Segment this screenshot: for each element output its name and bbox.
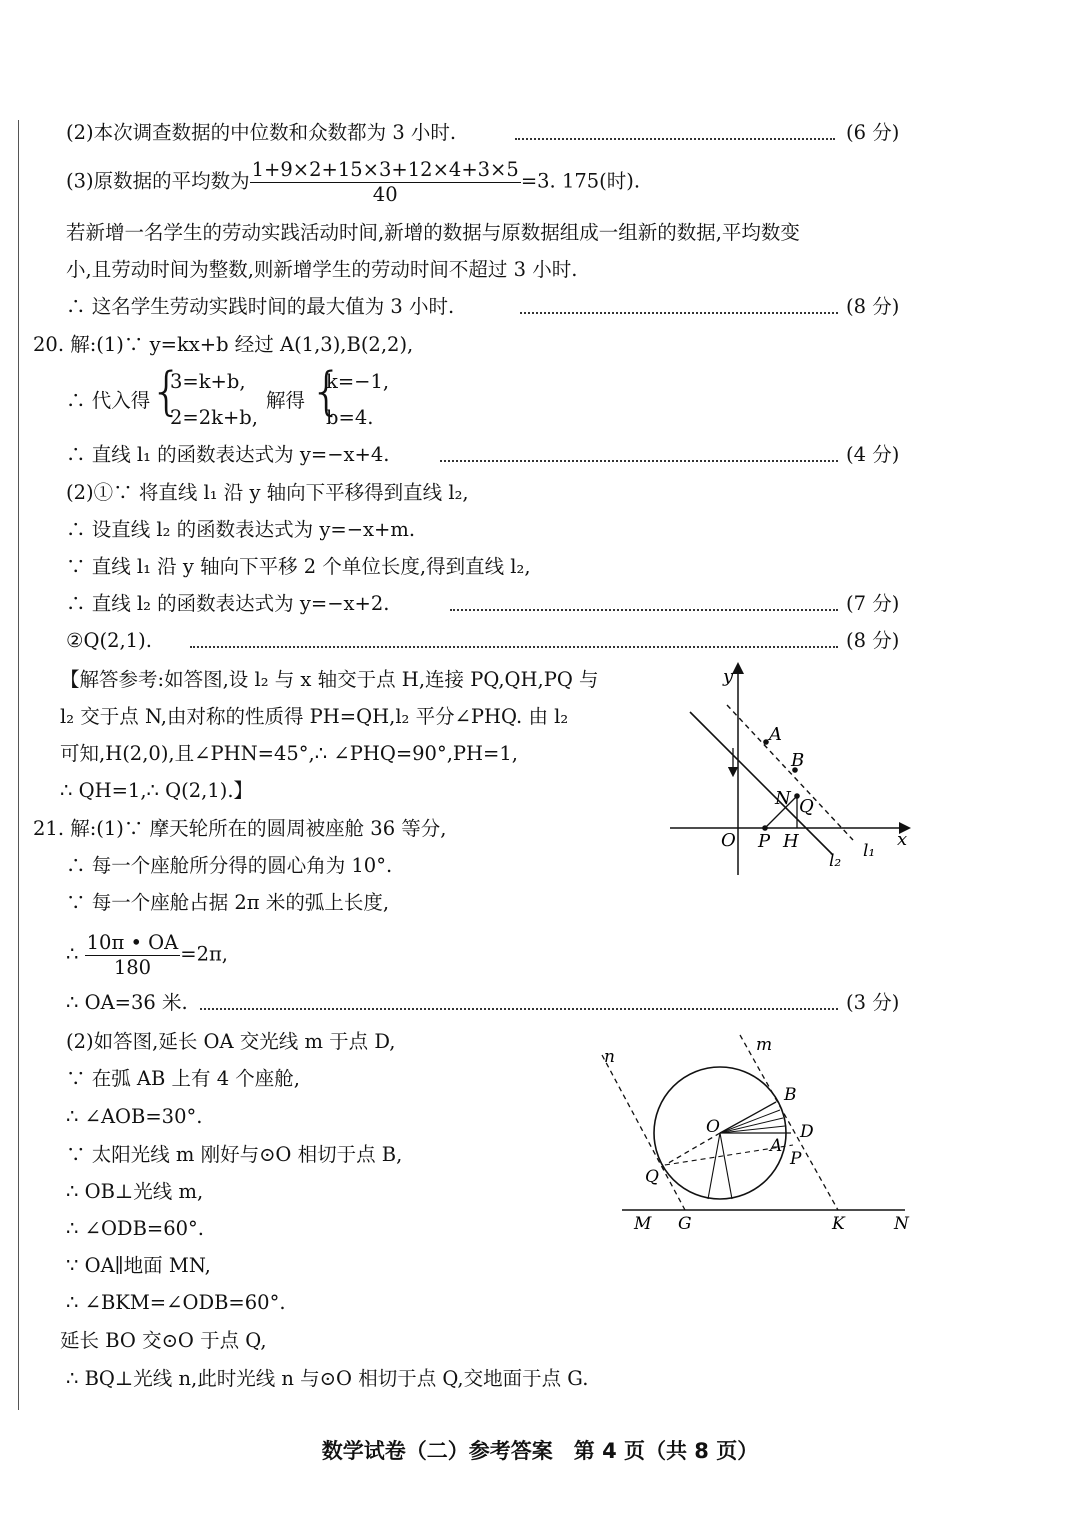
score: (8 分)	[846, 295, 900, 318]
margin-line	[18, 120, 19, 1410]
page-footer: 数学试卷（二）参考答案 第 4 页（共 8 页）	[321, 1439, 759, 1463]
score: (4 分)	[846, 443, 900, 466]
support-right	[720, 1133, 732, 1199]
left-brace: {	[310, 362, 344, 422]
solve-label: 解得	[266, 389, 306, 412]
leader-dots	[520, 312, 838, 314]
label-n: n	[604, 1047, 615, 1067]
label-l1: l₁	[863, 841, 876, 861]
label-A: A	[770, 1136, 783, 1156]
mean-fraction	[250, 160, 521, 204]
cabin-spoke	[720, 1118, 783, 1133]
q20-line-2d: ∴ 直线 l₂ 的函数表达式为 y=−x+2.	[66, 592, 390, 615]
support-left	[708, 1133, 720, 1199]
coordinate-figure	[665, 660, 915, 885]
arc-numerator: 10π • OA	[86, 931, 179, 954]
leader-dots	[200, 1008, 838, 1010]
q21-line-b2: ∵ 在弧 AB 上有 4 个座舱,	[66, 1067, 301, 1090]
q21-line-b3: ∴ ∠AOB=30°.	[66, 1105, 203, 1128]
label-N: N	[894, 1214, 909, 1234]
label-m: m	[756, 1035, 773, 1055]
score: (6 分)	[846, 121, 900, 144]
label-x: x	[897, 829, 908, 850]
label-O: O	[706, 1117, 720, 1137]
label-B: B	[784, 1085, 797, 1105]
left-brace: {	[150, 362, 184, 422]
point-P	[762, 825, 768, 831]
equation-2: 2=2k+b,	[170, 406, 258, 429]
q19-part3	[66, 160, 640, 204]
label-y: y	[723, 666, 734, 687]
q21-line-b6: ∴ ∠ODB=60°.	[66, 1217, 204, 1240]
arc-suffix: =2π,	[180, 942, 228, 966]
q19-line4: 若新增一名学生的劳动实践活动时间,新增的数据与原数据组成一组新的数据,平均数变	[66, 221, 800, 244]
reference-line-2: l₂ 交于点 N,由对称的性质得 PH=QH,l₂ 平分∠PHQ. 由 l₂	[60, 705, 569, 728]
label-Q: Q	[645, 1167, 659, 1187]
q20-line-2a: (2)①∵ 将直线 l₁ 沿 y 轴向下平移得到直线 l₂,	[66, 481, 469, 504]
q21-line-a2: ∵ 每一个座舱占据 2π 米的弧上长度,	[66, 891, 390, 914]
leader-dots	[440, 460, 838, 462]
q21-line-a3	[66, 933, 228, 977]
label-N: N	[775, 788, 791, 809]
label-M: M	[634, 1214, 652, 1234]
arc-fraction	[85, 933, 181, 977]
q20-line-2c: ∵ 直线 l₁ 沿 y 轴向下平移 2 个单位长度,得到直线 l₂,	[66, 555, 531, 578]
q19-part2: (2)本次调查数据的中位数和众数都为 3 小时.	[66, 121, 457, 144]
label-K: K	[832, 1214, 845, 1234]
ferris-wheel-figure	[590, 1030, 920, 1240]
score: (7 分)	[846, 592, 900, 615]
q19-part3-suffix: =3. 175(时).	[520, 169, 641, 193]
q20-line-2e: ②Q(2,1).	[66, 629, 152, 652]
therefore: ∴	[66, 942, 79, 966]
l1-expression: ∴ 直线 l₁ 的函数表达式为 y=−x+4.	[66, 443, 390, 466]
q21-line-a4: ∴ OA=36 米.	[66, 991, 188, 1014]
q21-line-a1: ∴ 每一个座舱所分得的圆心角为 10°.	[66, 854, 393, 877]
q21-line-b10: ∴ BQ⊥光线 n,此时光线 n 与⊙O 相切于点 Q,交地面于点 G.	[66, 1367, 589, 1390]
light-n	[602, 1055, 685, 1210]
mean-numerator: 1+9×2+15×3+12×4+3×5	[251, 158, 519, 181]
point-A	[763, 739, 769, 745]
q21-line-b5: ∴ OB⊥光线 m,	[66, 1180, 204, 1203]
label-l2: l₂	[829, 851, 842, 871]
q21-line-b4: ∵ 太阳光线 m 刚好与⊙O 相切于点 B,	[66, 1143, 403, 1166]
solution-2: b=4.	[326, 406, 374, 429]
label-D: D	[800, 1122, 814, 1142]
mean-denominator: 40	[372, 182, 398, 206]
q21-line-b1: (2)如答图,延长 OA 交光线 m 于点 D,	[66, 1030, 396, 1053]
reference-line-3: 可知,H(2,0),且∠PHN=45°,∴ ∠PHQ=90°,PH=1,	[60, 742, 518, 765]
q19-line5: 小,且劳动时间为整数,则新增学生的劳动时间不超过 3 小时.	[66, 258, 578, 281]
q21-line-b7: ∵ OA∥地面 MN,	[66, 1254, 211, 1277]
label-H: H	[783, 831, 799, 852]
leader-dots	[515, 138, 835, 140]
light-m	[740, 1035, 838, 1210]
q21-line-b8: ∴ ∠BKM=∠ODB=60°.	[66, 1291, 286, 1314]
q20-line-2b: ∴ 设直线 l₂ 的函数表达式为 y=−x+m.	[66, 518, 416, 541]
q20-sub-label: ∴ 代入得	[66, 389, 151, 412]
q21-line-b9: 延长 BO 交⊙O 于点 Q,	[60, 1329, 267, 1352]
label-O: O	[721, 830, 736, 851]
label-A: A	[769, 724, 782, 745]
arc-denominator: 180	[113, 955, 152, 979]
label-Q: Q	[799, 796, 814, 817]
leader-dots	[450, 609, 838, 611]
reference-line-1: 【解答参考:如答图,设 l₂ 与 x 轴交于点 H,连接 PQ,QH,PQ 与	[60, 668, 599, 691]
solution-1: k=−1,	[326, 370, 390, 393]
leader-dots	[190, 646, 838, 648]
q19-line6: ∴ 这名学生劳动实践时间的最大值为 3 小时.	[66, 295, 455, 318]
q20-heading: 20. 解:(1)∵ y=kx+b 经过 A(1,3),B(2,2),	[33, 333, 414, 356]
label-P: P	[790, 1149, 802, 1169]
equation-1: 3=k+b,	[170, 370, 246, 393]
score: (8 分)	[846, 629, 900, 652]
q19-part3-prefix: (3)原数据的平均数为	[66, 169, 250, 193]
line-l1	[727, 705, 853, 840]
score: (3 分)	[846, 991, 900, 1014]
label-G: G	[678, 1214, 692, 1234]
label-P: P	[758, 831, 771, 852]
reference-line-4: ∴ QH=1,∴ Q(2,1).】	[60, 779, 254, 802]
label-B: B	[791, 750, 805, 771]
q21-heading: 21. 解:(1)∵ 摩天轮所在的圆周被座舱 36 等分,	[33, 817, 447, 840]
